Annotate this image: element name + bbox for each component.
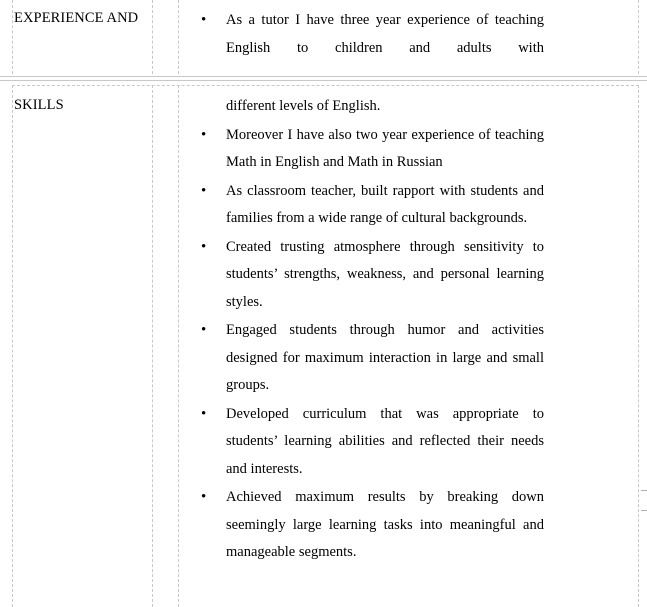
table-column-divider-left bbox=[12, 85, 13, 607]
page-break-line-bottom bbox=[0, 80, 647, 81]
page-break-line-top bbox=[0, 76, 647, 77]
table-column-divider-left bbox=[12, 0, 13, 74]
bullet-item: • Developed curriculum that was appropriate to students’ learning abilities and reflected their needs and interests. bbox=[226, 401, 544, 484]
margin-marker bbox=[641, 490, 647, 491]
experience-bullet-list-top bbox=[226, 7, 544, 62]
table-row-border bbox=[12, 85, 639, 86]
bullet-continuation: different levels of English. bbox=[226, 98, 381, 114]
table-column-divider-middle bbox=[152, 85, 153, 607]
table-column-divider-right bbox=[638, 0, 639, 74]
bullet-item: • Created trusting atmosphere through sensitivity to students’ strengths, weakness, and personal learning styles. bbox=[226, 234, 544, 317]
table-column-divider-inner bbox=[178, 85, 179, 607]
section-label-skills: SKILLS bbox=[14, 97, 64, 113]
table-column-divider-middle bbox=[152, 0, 153, 74]
bullet-item: • As classroom teacher, built rapport with students and families from a wide range of cultural backgrounds. bbox=[226, 178, 544, 233]
margin-marker bbox=[641, 510, 647, 511]
bullet-item: • Achieved maximum results by breaking down seemingly large learning tasks into meaningful and manageable segments. bbox=[226, 484, 544, 567]
experience-bullet-list-bottom bbox=[226, 93, 544, 567]
bullet-item: • Moreover I have also two year experience of teaching Math in English and Math in Russian bbox=[226, 122, 544, 177]
bullet-item: • Engaged students through humor and activities designed for maximum interaction in large and small groups. bbox=[226, 317, 544, 400]
table-column-divider-inner bbox=[178, 0, 179, 74]
table-column-divider-right bbox=[638, 85, 639, 607]
section-label-experience: EXPERIENCE AND bbox=[14, 10, 139, 26]
bullet-item: • As a tutor I have three year experience of teaching English to children and adults with bbox=[226, 7, 544, 62]
